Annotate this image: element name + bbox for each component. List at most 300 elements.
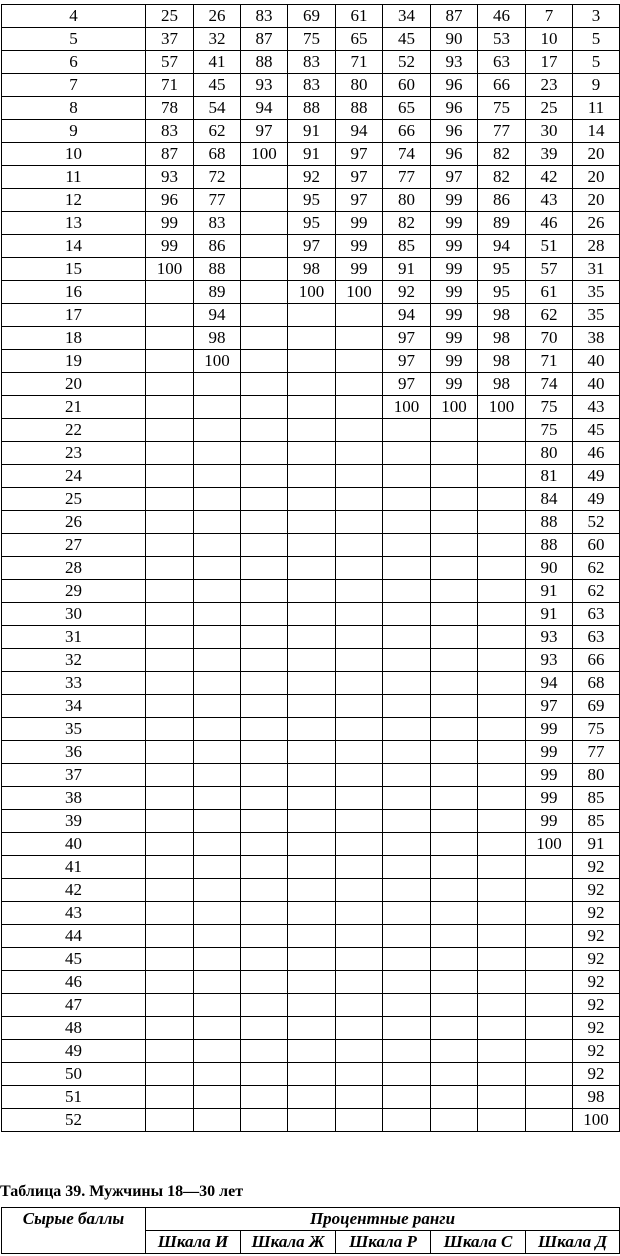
percentile-cell <box>431 1063 478 1086</box>
percentile-cell <box>383 1086 431 1109</box>
percentile-cell <box>288 488 336 511</box>
percentile-cell: 94 <box>478 235 526 258</box>
percentile-cell <box>336 925 383 948</box>
percentile-cell <box>288 741 336 764</box>
percentile-ranks-header: Процентные ранги <box>146 1208 620 1231</box>
percentile-cell <box>288 810 336 833</box>
percentile-cell <box>241 488 288 511</box>
percentile-cell <box>526 879 573 902</box>
percentile-cell <box>194 488 241 511</box>
percentile-cell <box>241 971 288 994</box>
percentile-cell: 83 <box>194 212 241 235</box>
percentile-cell: 98 <box>573 1086 620 1109</box>
percentile-cell <box>526 948 573 971</box>
percentile-cell <box>241 810 288 833</box>
percentile-cell: 46 <box>573 442 620 465</box>
percentile-cell: 97 <box>383 350 431 373</box>
percentile-cell <box>478 1086 526 1109</box>
percentile-cell <box>194 971 241 994</box>
percentile-cell: 92 <box>573 879 620 902</box>
table-row <box>2 488 620 511</box>
percentile-cell: 91 <box>288 143 336 166</box>
percentile-cell: 100 <box>526 833 573 856</box>
percentile-cell: 91 <box>383 258 431 281</box>
raw-score-cell: 50 <box>2 1063 146 1086</box>
raw-score-cell: 12 <box>2 189 146 212</box>
percentile-cell <box>194 948 241 971</box>
raw-score-cell: 37 <box>2 764 146 787</box>
percentile-cell: 99 <box>146 212 194 235</box>
raw-score-cell: 32 <box>2 649 146 672</box>
raw-score-cell: 11 <box>2 166 146 189</box>
score-table <box>1 4 620 1132</box>
percentile-cell <box>146 304 194 327</box>
percentile-cell <box>336 741 383 764</box>
percentile-cell: 61 <box>526 281 573 304</box>
percentile-cell <box>526 856 573 879</box>
raw-score-cell: 26 <box>2 511 146 534</box>
percentile-cell: 82 <box>383 212 431 235</box>
table-row <box>2 189 620 212</box>
percentile-cell <box>194 580 241 603</box>
percentile-cell <box>431 787 478 810</box>
percentile-cell <box>336 580 383 603</box>
percentile-cell <box>383 994 431 1017</box>
percentile-cell <box>383 764 431 787</box>
percentile-cell: 94 <box>336 120 383 143</box>
percentile-cell <box>383 442 431 465</box>
score-table-body <box>2 5 620 1132</box>
raw-score-cell: 20 <box>2 373 146 396</box>
percentile-cell <box>478 741 526 764</box>
percentile-cell: 100 <box>194 350 241 373</box>
percentile-cell <box>336 488 383 511</box>
percentile-cell <box>241 534 288 557</box>
percentile-cell: 49 <box>573 465 620 488</box>
percentile-cell: 9 <box>573 74 620 97</box>
percentile-cell <box>146 1017 194 1040</box>
percentile-cell <box>146 764 194 787</box>
percentile-cell <box>241 741 288 764</box>
percentile-cell: 99 <box>431 258 478 281</box>
percentile-cell <box>478 856 526 879</box>
percentile-cell <box>478 718 526 741</box>
percentile-cell <box>146 695 194 718</box>
percentile-cell <box>431 580 478 603</box>
percentile-cell <box>526 1086 573 1109</box>
raw-score-cell: 34 <box>2 695 146 718</box>
percentile-cell <box>383 419 431 442</box>
percentile-cell: 75 <box>573 718 620 741</box>
percentile-cell: 65 <box>383 97 431 120</box>
percentile-cell <box>431 810 478 833</box>
percentile-cell <box>526 971 573 994</box>
percentile-cell: 66 <box>383 120 431 143</box>
percentile-cell: 88 <box>526 534 573 557</box>
table-row <box>2 465 620 488</box>
percentile-cell: 96 <box>431 74 478 97</box>
percentile-cell <box>288 327 336 350</box>
percentile-cell <box>146 856 194 879</box>
percentile-cell <box>288 626 336 649</box>
percentile-cell <box>431 1017 478 1040</box>
percentile-cell: 71 <box>526 350 573 373</box>
raw-score-cell: 7 <box>2 74 146 97</box>
percentile-cell: 75 <box>526 396 573 419</box>
table-row <box>2 120 620 143</box>
percentile-cell: 46 <box>526 212 573 235</box>
percentile-cell: 88 <box>241 51 288 74</box>
percentile-cell <box>146 741 194 764</box>
percentile-cell <box>336 718 383 741</box>
percentile-cell <box>146 672 194 695</box>
percentile-cell <box>194 1017 241 1040</box>
percentile-cell <box>241 327 288 350</box>
percentile-cell <box>431 488 478 511</box>
percentile-cell: 93 <box>431 51 478 74</box>
percentile-cell: 91 <box>288 120 336 143</box>
percentile-cell: 25 <box>146 5 194 28</box>
percentile-cell: 25 <box>526 97 573 120</box>
percentile-cell <box>336 511 383 534</box>
percentile-cell <box>241 764 288 787</box>
percentile-cell: 3 <box>573 5 620 28</box>
percentile-cell: 95 <box>478 258 526 281</box>
table-row <box>2 718 620 741</box>
percentile-cell <box>241 1109 288 1132</box>
raw-score-cell: 24 <box>2 465 146 488</box>
percentile-cell: 98 <box>194 327 241 350</box>
percentile-cell: 46 <box>478 5 526 28</box>
percentile-cell: 77 <box>478 120 526 143</box>
percentile-cell <box>336 419 383 442</box>
percentile-cell: 68 <box>573 672 620 695</box>
percentile-cell <box>431 856 478 879</box>
percentile-cell: 75 <box>288 28 336 51</box>
table-row <box>2 396 620 419</box>
raw-score-cell: 42 <box>2 879 146 902</box>
raw-score-cell: 52 <box>2 1109 146 1132</box>
percentile-cell <box>431 971 478 994</box>
raw-score-cell: 35 <box>2 718 146 741</box>
table-row <box>2 1086 620 1109</box>
table-row <box>2 327 620 350</box>
percentile-cell: 57 <box>146 51 194 74</box>
percentile-cell <box>146 879 194 902</box>
percentile-cell <box>526 1017 573 1040</box>
percentile-cell: 99 <box>431 373 478 396</box>
percentile-cell: 97 <box>288 235 336 258</box>
percentile-cell: 92 <box>573 856 620 879</box>
percentile-cell <box>336 764 383 787</box>
percentile-cell: 92 <box>288 166 336 189</box>
table-row <box>2 74 620 97</box>
percentile-cell <box>194 672 241 695</box>
percentile-cell: 97 <box>526 695 573 718</box>
table-row <box>2 787 620 810</box>
percentile-cell <box>478 994 526 1017</box>
raw-score-cell: 40 <box>2 833 146 856</box>
percentile-cell: 91 <box>526 603 573 626</box>
percentile-cell: 88 <box>288 97 336 120</box>
percentile-cell <box>336 350 383 373</box>
percentile-cell <box>146 948 194 971</box>
percentile-cell <box>288 396 336 419</box>
raw-score-cell: 38 <box>2 787 146 810</box>
percentile-cell: 61 <box>336 5 383 28</box>
percentile-cell: 99 <box>431 304 478 327</box>
percentile-cell: 85 <box>573 787 620 810</box>
percentile-cell: 87 <box>431 5 478 28</box>
table-row <box>2 1063 620 1086</box>
percentile-cell: 49 <box>573 488 620 511</box>
percentile-cell <box>478 902 526 925</box>
percentile-cell: 54 <box>194 97 241 120</box>
percentile-cell <box>288 1017 336 1040</box>
percentile-cell <box>288 672 336 695</box>
percentile-cell <box>288 350 336 373</box>
percentile-cell <box>526 994 573 1017</box>
table-row <box>2 833 620 856</box>
raw-score-cell: 46 <box>2 971 146 994</box>
percentile-cell: 74 <box>526 373 573 396</box>
percentile-cell: 86 <box>478 189 526 212</box>
percentile-cell <box>241 672 288 695</box>
percentile-cell <box>146 1086 194 1109</box>
percentile-cell <box>336 1109 383 1132</box>
percentile-cell: 32 <box>194 28 241 51</box>
percentile-cell <box>336 1017 383 1040</box>
table-row <box>2 28 620 51</box>
percentile-cell: 88 <box>526 511 573 534</box>
percentile-cell <box>194 741 241 764</box>
percentile-cell: 7 <box>526 5 573 28</box>
percentile-cell <box>146 603 194 626</box>
table-row <box>2 534 620 557</box>
raw-score-cell: 30 <box>2 603 146 626</box>
raw-score-cell: 49 <box>2 1040 146 1063</box>
percentile-cell: 26 <box>573 212 620 235</box>
percentile-cell <box>478 787 526 810</box>
percentile-cell <box>383 603 431 626</box>
percentile-cell: 99 <box>526 764 573 787</box>
percentile-cell <box>241 925 288 948</box>
percentile-cell <box>526 1040 573 1063</box>
percentile-cell: 92 <box>573 1040 620 1063</box>
percentile-cell <box>241 511 288 534</box>
percentile-cell: 69 <box>288 5 336 28</box>
percentile-cell <box>194 902 241 925</box>
percentile-cell <box>194 1086 241 1109</box>
percentile-cell: 99 <box>336 258 383 281</box>
table-row <box>2 879 620 902</box>
table-row <box>2 304 620 327</box>
percentile-cell <box>241 350 288 373</box>
percentile-cell <box>478 488 526 511</box>
table-row <box>2 626 620 649</box>
percentile-cell <box>336 902 383 925</box>
percentile-cell: 63 <box>573 603 620 626</box>
percentile-cell <box>146 442 194 465</box>
percentile-cell <box>146 626 194 649</box>
percentile-cell <box>336 557 383 580</box>
raw-scores-header: Сырые баллы <box>2 1208 146 1254</box>
percentile-cell <box>336 672 383 695</box>
percentile-cell <box>146 534 194 557</box>
percentile-cell <box>336 626 383 649</box>
percentile-cell <box>241 1040 288 1063</box>
raw-score-cell: 17 <box>2 304 146 327</box>
percentile-cell: 97 <box>336 143 383 166</box>
percentile-cell <box>431 672 478 695</box>
raw-score-cell: 6 <box>2 51 146 74</box>
percentile-cell: 97 <box>431 166 478 189</box>
percentile-cell <box>288 1040 336 1063</box>
percentile-cell: 95 <box>288 212 336 235</box>
percentile-cell <box>241 557 288 580</box>
percentile-cell <box>478 925 526 948</box>
percentile-cell: 62 <box>573 580 620 603</box>
percentile-cell: 10 <box>526 28 573 51</box>
percentile-cell <box>288 718 336 741</box>
percentile-cell <box>241 281 288 304</box>
percentile-cell: 60 <box>383 74 431 97</box>
scale-header: Шкала Д <box>526 1231 620 1254</box>
table-row <box>2 994 620 1017</box>
percentile-cell: 95 <box>478 281 526 304</box>
percentile-cell: 57 <box>526 258 573 281</box>
percentile-cell <box>194 879 241 902</box>
percentile-cell <box>146 1063 194 1086</box>
percentile-cell <box>241 1017 288 1040</box>
percentile-cell: 45 <box>383 28 431 51</box>
percentile-cell: 35 <box>573 281 620 304</box>
percentile-cell <box>194 396 241 419</box>
percentile-cell <box>383 1017 431 1040</box>
percentile-cell <box>383 810 431 833</box>
percentile-cell <box>146 1040 194 1063</box>
percentile-cell: 92 <box>573 971 620 994</box>
percentile-cell: 99 <box>526 810 573 833</box>
percentile-cell: 52 <box>573 511 620 534</box>
table-row <box>2 511 620 534</box>
percentile-cell <box>241 833 288 856</box>
raw-score-cell: 18 <box>2 327 146 350</box>
percentile-cell: 80 <box>383 189 431 212</box>
raw-score-cell: 33 <box>2 672 146 695</box>
table-row <box>2 557 620 580</box>
percentile-cell <box>241 994 288 1017</box>
percentile-cell: 100 <box>431 396 478 419</box>
percentile-cell <box>526 1109 573 1132</box>
percentile-cell <box>241 649 288 672</box>
percentile-cell <box>336 948 383 971</box>
percentile-cell <box>241 235 288 258</box>
percentile-cell <box>336 1063 383 1086</box>
percentile-cell <box>478 603 526 626</box>
percentile-cell: 31 <box>573 258 620 281</box>
percentile-cell: 77 <box>573 741 620 764</box>
percentile-cell <box>194 465 241 488</box>
percentile-cell <box>336 649 383 672</box>
percentile-cell: 100 <box>288 281 336 304</box>
percentile-cell <box>288 465 336 488</box>
percentile-cell: 98 <box>478 327 526 350</box>
percentile-cell <box>194 994 241 1017</box>
percentile-cell: 66 <box>478 74 526 97</box>
percentile-cell: 83 <box>241 5 288 28</box>
table-row <box>2 1109 620 1132</box>
percentile-cell: 63 <box>478 51 526 74</box>
table-row <box>2 603 620 626</box>
percentile-cell: 14 <box>573 120 620 143</box>
percentile-cell <box>478 511 526 534</box>
percentile-cell <box>146 281 194 304</box>
percentile-cell <box>478 833 526 856</box>
percentile-cell <box>241 304 288 327</box>
raw-score-cell: 10 <box>2 143 146 166</box>
table-row <box>2 764 620 787</box>
percentile-cell: 74 <box>383 143 431 166</box>
percentile-cell: 30 <box>526 120 573 143</box>
percentile-cell <box>431 764 478 787</box>
percentile-cell <box>194 833 241 856</box>
percentile-cell <box>336 833 383 856</box>
raw-score-cell: 15 <box>2 258 146 281</box>
percentile-cell <box>194 373 241 396</box>
percentile-cell <box>288 603 336 626</box>
percentile-cell <box>431 718 478 741</box>
percentile-cell: 83 <box>288 74 336 97</box>
raw-score-cell: 23 <box>2 442 146 465</box>
percentile-cell <box>194 695 241 718</box>
percentile-cell <box>288 511 336 534</box>
percentile-cell: 94 <box>526 672 573 695</box>
percentile-cell: 68 <box>194 143 241 166</box>
percentile-cell <box>431 1109 478 1132</box>
raw-score-cell: 41 <box>2 856 146 879</box>
percentile-cell: 99 <box>146 235 194 258</box>
percentile-cell: 51 <box>526 235 573 258</box>
percentile-cell: 89 <box>194 281 241 304</box>
raw-score-cell: 28 <box>2 557 146 580</box>
percentile-cell <box>431 902 478 925</box>
percentile-cell: 100 <box>573 1109 620 1132</box>
percentile-cell <box>194 626 241 649</box>
percentile-cell <box>336 373 383 396</box>
table-row <box>2 672 620 695</box>
percentile-cell <box>194 419 241 442</box>
percentile-cell: 94 <box>194 304 241 327</box>
percentile-cell: 99 <box>431 281 478 304</box>
raw-score-cell: 48 <box>2 1017 146 1040</box>
raw-score-cell: 27 <box>2 534 146 557</box>
percentile-cell: 92 <box>573 994 620 1017</box>
percentile-cell <box>478 580 526 603</box>
raw-score-cell: 22 <box>2 419 146 442</box>
percentile-cell <box>241 856 288 879</box>
percentile-cell: 96 <box>431 97 478 120</box>
percentile-cell <box>478 649 526 672</box>
percentile-cell <box>288 902 336 925</box>
percentile-cell <box>431 994 478 1017</box>
percentile-cell <box>146 810 194 833</box>
percentile-cell <box>478 1017 526 1040</box>
percentile-cell <box>431 626 478 649</box>
percentile-cell <box>383 787 431 810</box>
percentile-cell <box>383 511 431 534</box>
table-row <box>2 925 620 948</box>
